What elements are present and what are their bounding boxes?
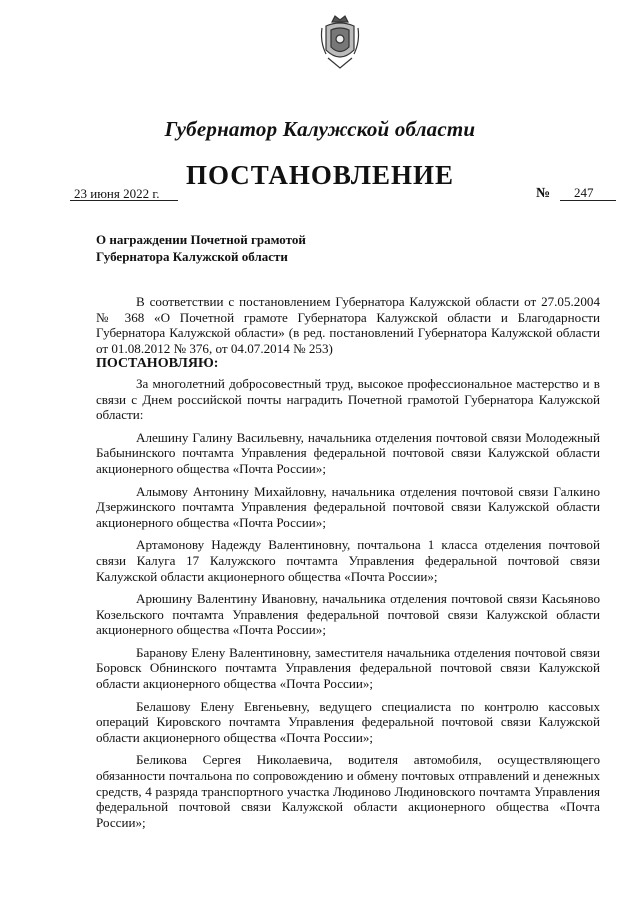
document-type-title: ПОСТАНОВЛЕНИЕ [185, 160, 455, 190]
document-number: 247 [574, 185, 594, 200]
awardee-paragraph: Баранову Елену Валентиновну, заместителя начальника отделения почтовой связи Боровск Обнинского почтамта Управления федеральной почтовой связи Калужской области акционерного общества «Почта России»; [96, 644, 600, 692]
awardee-paragraph: Арюшину Валентину Ивановну, начальника отделения почтовой связи Касьяново Козельского почтамта Управления федеральной почтовой связи Калужской области акционерного общества «Почта России»; [96, 591, 600, 638]
awardee-paragraph: Беликова Сергея Николаевича, водителя автомобиля, осуществляющего обязанности почтальона по сопровождению и обмену почтовых отправлений и денежных средств, 4 разряда транспортного участка Людиново Людиновского почтамта Управления федеральной почтовой связи Калужской области акционерного общества «Почта России»; [96, 752, 600, 830]
awardee-paragraph: Артамонову Надежду Валентиновну, почтальона 1 класса отделения почтовой связи Калуга 17 Калужского почтамта Управления федеральной почтовой связи Калужской области акционерного общества «Почта России»; [96, 537, 600, 584]
document-body [96, 294, 600, 837]
awardee-paragraph: Алешину Галину Васильевну, начальника отделения почтовой связи Молодежный Бабынинского почтамта Управления федеральной почтовой связи Калужской области акционерного общества «Почта России»; [96, 429, 600, 476]
number-sign: № [536, 186, 551, 201]
intro-paragraph: За многолетний добросовестный труд, высокое профессиональное мастерство и в связи с Днем российской почты наградить Почетной грамотой Губернатора Калужской области: [96, 375, 600, 423]
awardee-paragraph: Белашову Елену Евгеньевну, ведущего специалиста по контролю кассовых операций Кировского почтамта Управления федеральной почтовой связи Калужской области акционерного общества «Почта России»; [96, 698, 600, 745]
coat-of-arms-icon [318, 12, 362, 72]
preamble-paragraph: В соответствии с постановлением Губернатора Калужской области от 27.05.2004 № 368 «О Почетной грамоте Губернатора Калужской области и Благодарности Губернатора Калужской области» (в ред. постановлений Губернатора Калужской области от 01.08.2012 № 376, от 04.07.2014 № 253) [96, 294, 600, 356]
subject-line-2: Губернатора Калужской области [96, 249, 288, 264]
document-date: 23 июня 2022 г. [74, 186, 160, 201]
awardee-paragraph: Алымову Антонину Михайловну, начальника отделения почтовой связи Галкино Дзержинского почтамта Управления федеральной почтовой связи Калужской области акционерного общества «Почта России»; [96, 483, 600, 530]
resolve-heading: ПОСТАНОВЛЯЮ: [96, 356, 219, 372]
subject-line-1: О награждении Почетной грамотой [96, 232, 306, 247]
document-subject [96, 231, 306, 265]
issuing-authority: Губернатор Калужской области [164, 117, 476, 141]
